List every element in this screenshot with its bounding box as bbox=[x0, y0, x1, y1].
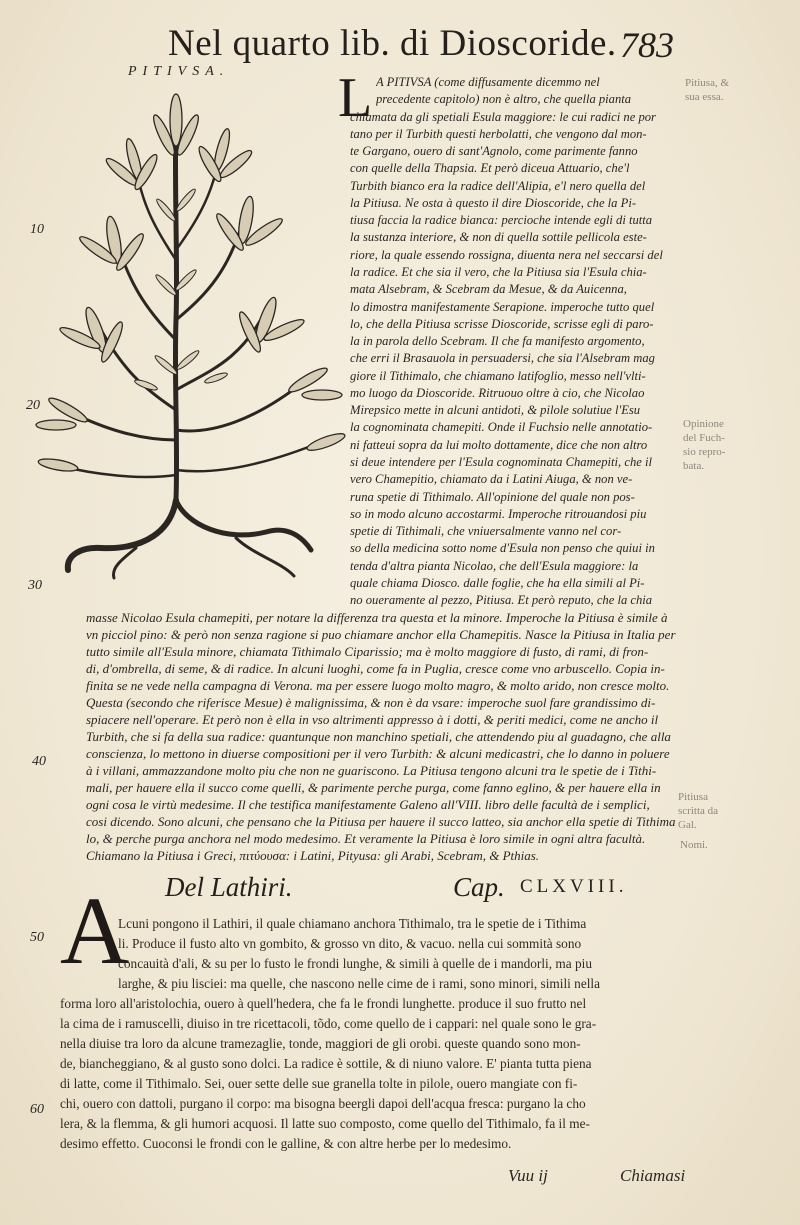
text-line: tano per il Turbith questi herbolatti, che vengono dal mon- bbox=[350, 127, 647, 141]
text-line: si deue intendere per l'Esula cognominata Chamepiti, che il bbox=[350, 455, 652, 469]
text-line: nella diuise tra loro da alcune tramezaglie, tonde, maggiori de gli orobi. queste quando sono mon- bbox=[60, 1036, 581, 1051]
text-line: precedente capitolo) non è altro, che quella pianta bbox=[376, 92, 632, 106]
text-line: giore il Tithimalo, che chiamano latifoglio, messo nell'vlti- bbox=[350, 369, 646, 383]
text-line: Turbith, che si fa della sua radice: quantunque non manchino spetiali, che attendendo piu al guadagno, che alla bbox=[86, 729, 671, 744]
text-line: vero Chamepitio, chiamato da i Latini Aiuga, & non ve- bbox=[350, 472, 633, 486]
side-note-nomi: Nomi. bbox=[680, 839, 708, 851]
text-line: chi, ouero con dattoli, purgano il corpo: ma bisogna beergli dapoi dell'acqua fresca: purgano la cho bbox=[60, 1096, 586, 1111]
text-line: tiusa faccia la radice bianca: percioche intende egli di tutta bbox=[350, 213, 653, 227]
text-line: Turbith bianco era la radice dell'Alipia, e'l nero quella del bbox=[350, 179, 646, 193]
text-line: ogni cosa le virtù medesime. Il che testifica manifestamente Galeno all'VIII. libro delle facultà de i semplici, bbox=[86, 797, 650, 812]
catchword: Chiamasi bbox=[620, 1166, 686, 1185]
text-line: la sustanza interiore, & non di quella sottile pellicola este- bbox=[350, 230, 647, 244]
text-line: tutto simile all'Esula minore, chiamata Tithimalo Ciparissio; ma è molto maggiore di fusto, di rami, di fron- bbox=[86, 644, 649, 659]
text-line: li. Produce il fusto alto vn gombito, & grosso vn dito, & vacuo. nella cui sommità sono bbox=[118, 936, 582, 951]
text-line: la cima de i ramuscelli, diuiso in tre ricettacoli, tõdo, come quello de i cappari: nel quale sono le gra- bbox=[60, 1016, 597, 1031]
text-line: de, biancheggiano, & al gusto sono dolci. La radice è sottile, & di niuno valore. E' pianta tutta piena bbox=[60, 1056, 592, 1071]
text-line: che erri il Brasauola in persuadersi, che sia l'Alsebram mag bbox=[350, 351, 655, 365]
signature-mark: Vuu ij bbox=[508, 1166, 548, 1185]
text-line: te Gargano, ouero di sant'Agnolo, come parimente fanno bbox=[350, 144, 638, 158]
text-line: concauità d'ali, & su per lo fusto le frondi lunghe, & simili à quelle de i mandorli, ma piu bbox=[118, 956, 592, 971]
chapter-number: CLXVIII. bbox=[520, 876, 628, 897]
text-line: quale chiama Diosco. dalle foglie, che ha ella simili al Pi- bbox=[350, 576, 645, 590]
text-line: la in parola dello Scebram. Il che fa manifesto argomento, bbox=[350, 334, 645, 348]
text-line: Questa (secondo che riferisce Mesue) è malignissima, & non è da vsare: imperoche suol fare grandissimo di- bbox=[86, 695, 656, 710]
text-line: finita se ne vede nella campagna di Verona. ma per essere luogo molto magro, & molto arido, non cresce molto. bbox=[86, 678, 670, 693]
text-line: di, d'ombrella, di seme, & di radice. In alcuni luoghi, come fa in Puglia, cresce come vno arbuscello. Copia in- bbox=[86, 661, 665, 676]
plant-label: PITIVSA. bbox=[128, 64, 230, 79]
chapter-cap-label: Cap. bbox=[453, 872, 505, 902]
text-line: so in modo alcuno accostarmi. Imperoche ritrouandosi piu bbox=[350, 507, 647, 521]
text-line: di latte, come il Tithimalo. Sei, ouer sette delle sue granella tolte in pilole, ouero mangiate con fi- bbox=[60, 1076, 578, 1091]
drop-cap-letter: L bbox=[338, 67, 373, 129]
drop-cap-letter: A bbox=[60, 877, 130, 984]
text-line: lo dimostra manifestamente Serapione. imperoche tutto quel bbox=[350, 300, 655, 314]
text-line: masse Nicolao Esula chamepiti, per notare la differenza tra questa et la minore. Imperoche la Pitiusa è simile à bbox=[86, 610, 668, 625]
text-line: desimo effetto. Cuoconsi le frondi con le galline, & con altre herbe per lo medesimo. bbox=[60, 1136, 512, 1151]
text-line: con quelle della Thapsia. Et però diceua Attuario, che'l bbox=[350, 161, 630, 175]
text-line: A PITIVSA (come diffusamente dicemmo nel bbox=[376, 75, 600, 89]
side-note-pitiusa: Pitiusa, & sua essa. bbox=[685, 77, 730, 103]
margin-line-number: 50 bbox=[30, 930, 44, 945]
chapter-title: Del Lathiri. bbox=[165, 872, 293, 902]
text-line: la radice. Et che sia il vero, che la Pitiusa sia l'Esula chia- bbox=[350, 265, 647, 279]
margin-line-number: 20 bbox=[26, 398, 40, 413]
text-line: chiamata da gli spetiali Esula maggiore: le cui radici ne por bbox=[350, 110, 656, 124]
text-line: vn picciol pino: & però non senza ragione si puo chiamare anchor ella Chamepitis. Nasce la Pitiusa in Italia per bbox=[86, 627, 676, 642]
text-line: mali, per hauere ella il succo come quelli, & parimente perche purga, come fanno eglino, & per hauere ella in bbox=[86, 780, 661, 795]
text-line: no oueramente al pezzo, Pitiusa. Et però reputo, che la chia bbox=[350, 593, 653, 607]
folio-number: 783 bbox=[620, 25, 674, 65]
text-line: lera, & la flemma, & gli humori acquosi. Il latte suo composto, come quello del Tithimalo, fa il me- bbox=[60, 1116, 590, 1131]
side-note-galeno: Pitiusa scritta da Gal. bbox=[678, 791, 719, 831]
text-line: ni fatteui sopra da lui molto dottamente, dice che non altro bbox=[350, 438, 648, 452]
pitiusa-woodcut-illustration bbox=[26, 80, 346, 580]
text-line: lo, che della Pitiusa scrisse Dioscoride, scrisse egli di paro- bbox=[350, 317, 654, 331]
text-line: Chiamano la Pitiusa i Greci, πιτύουσα: i Latini, Pityusa: gli Arabi, Scebram, & Pthias. bbox=[86, 848, 540, 863]
text-line: mo luogo da Dioscoride. Ritruouo oltre à cio, che Nicolao bbox=[350, 386, 645, 400]
text-line: tenda d'altra pianta Nicolao, che dell'Esula maggiore: la bbox=[350, 559, 639, 573]
text-line: forma loro all'aristolochia, ouero à quell'hedera, che fa le frondi lunghette. produce il suo frutto nel bbox=[60, 996, 587, 1011]
text-line: conscienza, lo mettono in diuerse compositioni per il vero Turbith: & alcuni medicastri, che lo danno in poluere bbox=[86, 746, 670, 761]
text-line: so della medicina sotto nome d'Esula non penso che quiui in bbox=[350, 541, 655, 555]
text-line: mata Alsebram, & Scebram da Mesue, & da Auicenna, bbox=[350, 282, 627, 296]
text-line: larghe, & piu lisciei: ma quelle, che nascono nelle cime de i rami, sono minori, simili nella bbox=[118, 976, 601, 991]
margin-line-number: 30 bbox=[28, 578, 42, 593]
running-header: Nel quarto lib. di Dioscoride. bbox=[168, 23, 617, 64]
text-line: cosi dicendo. Sono alcuni, che pensano che la Pitiusa per hauere il succo latteo, sia anchor ella spetie di Tithima bbox=[86, 814, 676, 829]
text-line: spetie di Tithimali, che vniuersalmente vanno nel cor- bbox=[350, 524, 622, 538]
text-line: la Pitiusa. Ne osta à questo il dire Dioscoride, che la Pi- bbox=[350, 196, 637, 210]
text-line: la cognominata chamepiti. Onde il Fuchsio nelle annotatio- bbox=[350, 420, 653, 434]
margin-line-number: 10 bbox=[30, 222, 44, 237]
text-line: runa spetie di Tithimalo. All'opinione del quale non pos- bbox=[350, 490, 635, 504]
text-line: Lcuni pongono il Lathiri, il quale chiamano anchora Tithimalo, tra le spetie de i Tithima bbox=[118, 916, 587, 931]
margin-line-number: 40 bbox=[32, 754, 46, 769]
side-note-opinione: Opinione del Fuch- sio repro- bata. bbox=[683, 418, 726, 472]
text-line: lo, & perche purga anchora nel modo medesimo. Et veramente la Pitiusa è loro simile in ogni altra facultà. bbox=[86, 831, 646, 846]
text-line: riore, la quale essendo rossigna, diuenta nera nel seccarsi del bbox=[350, 248, 663, 262]
text-line: spiacere nell'operare. Et però non è ella in vso altrimenti appresso à i dotti, & periti medici, come ne ancho il bbox=[86, 712, 659, 727]
text-line: à i villani, ammazzandone molto piu che non ne guariscono. La Pitiusa tengono alcuni tra le spetie de i Tithi- bbox=[86, 763, 657, 778]
margin-line-number: 60 bbox=[30, 1102, 44, 1117]
text-line: Mirepsico mette in alcuni antidoti, & pilole solutiue l'Esu bbox=[350, 403, 641, 417]
